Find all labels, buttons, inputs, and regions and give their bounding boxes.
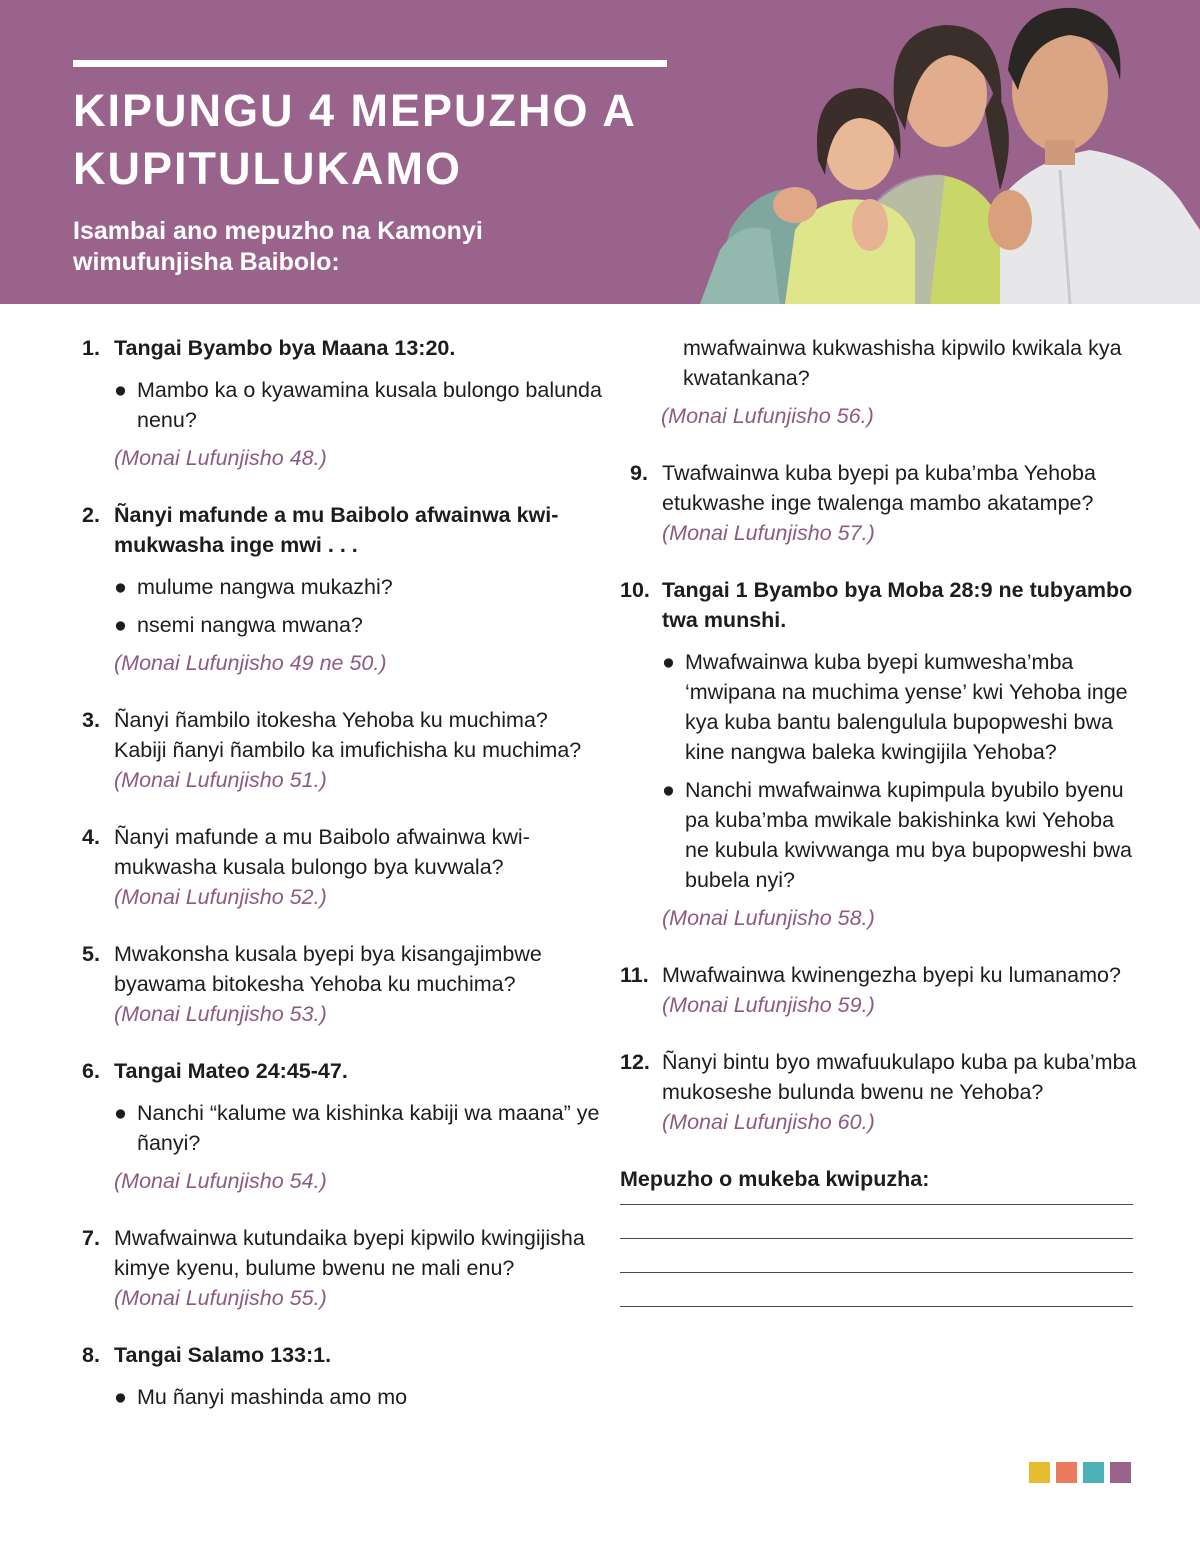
bullet-icon: ● [114,378,127,402]
bullet-item [114,1382,602,1412]
lesson-reference: (Monai Lufunjisho 59.) [662,993,875,1017]
lesson-reference: (Monai Lufunjisho 52.) [114,885,327,909]
question-text: Tangai Byambo bya Maana 13:20. [114,336,456,360]
question-6 [82,1056,602,1196]
question-text: Ñanyi mafunde a mu Baibolo afwainwa kwimukwasha inge mwi . . . [114,503,559,557]
question-number: 1. [82,336,100,360]
bullet-item [114,610,602,640]
question-number: 9. [630,461,648,485]
question-5 [82,939,602,1029]
question-text: Tangai 1 Byambo bya Moba 28:9 ne tubyambo twa munshi. [662,578,1133,632]
family-praying-illustration [700,0,1200,304]
lesson-reference: (Monai Lufunjisho 48.) [114,446,327,470]
bullet-list [114,375,602,435]
question-3 [82,705,602,795]
swatch-yellow [1029,1462,1050,1483]
right-column [620,333,1140,1340]
swatch-teal [1083,1462,1104,1483]
question-number: 7. [82,1226,100,1250]
lesson-reference: (Monai Lufunjisho 54.) [114,1169,327,1193]
lesson-reference: (Monai Lufunjisho 53.) [114,1002,327,1026]
bullet-item [114,572,602,602]
bullet-list [114,1098,602,1158]
bullet-text: Mu ñanyi mashinda amo mo [137,1385,408,1409]
question-2 [82,500,602,678]
question-text: Mwakonsha kusala byepi bya kisangajimbwe byawama bitokesha Yehoba ku muchima? [114,942,542,996]
lesson-reference: (Monai Lufunjisho 55.) [114,1286,327,1310]
question-text: Ñanyi mafunde a mu Baibolo afwainwa kwimukwasha kusala bulongo bya kuvwala? [114,825,530,879]
subtitle-line-1: Isambai ano mepuzho na Kamonyi [73,217,483,245]
page-title [73,82,713,198]
question-number: 10. [620,578,650,602]
note-line [620,1204,1133,1205]
bullet-item [662,647,1140,767]
bullet-text: Nanchi “kalume wa kishinka kabiji wa maana” ye ñanyi? [137,1101,600,1155]
swatch-purple [1110,1462,1131,1483]
question-text: Mwafwainwa kutundaika byepi kipwilo kwingijisha kimye kyenu, bulume bwenu ne mali enu? [114,1226,585,1280]
bullet-list [662,647,1140,895]
lesson-reference: (Monai Lufunjisho 57.) [662,521,875,545]
lesson-reference: (Monai Lufunjisho 56.) [661,404,874,428]
note-line [620,1306,1133,1307]
question-text: Twafwainwa kuba byepi pa kuba’mba Yehoba etukwashe inge twalenga mambo akatampe? [662,461,1096,515]
question-8 [82,1340,602,1412]
notes-label: Mepuzho o mukeba kwipuzha: [620,1167,930,1191]
question-9 [620,458,1140,548]
bullet-list [114,572,602,640]
bullet-icon: ● [114,1101,127,1125]
bullet-text: nsemi nangwa mwana? [137,613,363,637]
question-8-continued [620,333,1140,431]
question-text: Ñanyi ñambilo itokesha Yehoba ku muchima? Kabiji ñanyi ñambilo ka imufichisha ku muchima? [114,708,582,762]
bullet-list [114,1382,602,1412]
bullet-text: mulume nangwa mukazhi? [137,575,393,599]
question-number: 11. [620,963,649,987]
bullet-icon: ● [114,1385,127,1409]
header-rule [73,60,667,67]
question-11 [620,960,1140,1020]
bullet-text: Nanchi mwafwainwa kupimpula byubilo byenu pa kuba’mba mwikale bakishinka kwi Yehoba ne kubula kwivwanga mu bya bupopweshi bwa bubela nyi? [685,778,1132,892]
left-column [82,333,602,1439]
question-number: 8. [82,1343,100,1367]
bullet-icon: ● [114,613,127,637]
lesson-reference: (Monai Lufunjisho 51.) [114,768,327,792]
question-number: 12. [620,1050,650,1074]
question-1 [82,333,602,473]
question-12 [620,1047,1140,1137]
swatch-orange [1056,1462,1077,1483]
bullet-icon: ● [662,778,675,802]
title-line-2: KUPITULUKAMO [73,143,462,194]
subtitle-line-2: wimufunjisha Baibolo: [73,248,340,276]
question-text: Ñanyi bintu byo mwafuukulapo kuba pa kuba’mba mukoseshe bulunda bwenu ne Yehoba? [662,1050,1137,1104]
question-text: Tangai Salamo 133:1. [114,1343,332,1367]
bullet-text: mwafwainwa kukwashisha kipwilo kwikala kya kwatankana? [683,336,1122,390]
note-line [620,1272,1133,1273]
notes-lines [620,1204,1140,1307]
question-7 [82,1223,602,1313]
lesson-reference: (Monai Lufunjisho 60.) [662,1110,875,1134]
bullet-icon: ● [114,575,127,599]
bullet-icon: ● [662,650,675,674]
question-number: 5. [82,942,100,966]
bullet-text: Mwafwainwa kuba byepi kumwesha’mba ‘mwipana na muchima yense’ kwi Yehoba inge kya kuba bantu balengulula bupopweshi bwa kine nangwa baleka kwingijila Yehoba? [685,650,1128,764]
color-swatches [1029,1462,1131,1483]
question-number: 4. [82,825,100,849]
question-number: 2. [82,503,100,527]
page-subtitle [73,216,593,278]
question-number: 6. [82,1059,100,1083]
lesson-reference: (Monai Lufunjisho 49 ne 50.) [114,651,387,675]
question-text: Tangai Mateo 24:45-47. [114,1059,348,1083]
question-10 [620,575,1140,933]
question-text: Mwafwainwa kwinengezha byepi ku lumanamo? [662,963,1121,987]
question-number: 3. [82,708,100,732]
header-banner [0,0,1200,304]
lesson-reference: (Monai Lufunjisho 58.) [662,906,875,930]
bullet-text: Mambo ka o kyawamina kusala bulongo balunda nenu? [137,378,602,432]
bullet-item [662,775,1140,895]
bullet-item [114,375,602,435]
note-line [620,1238,1133,1239]
title-line-1: KIPUNGU 4 MEPUZHO A [73,85,637,136]
bullet-item [114,1098,602,1158]
question-4 [82,822,602,912]
